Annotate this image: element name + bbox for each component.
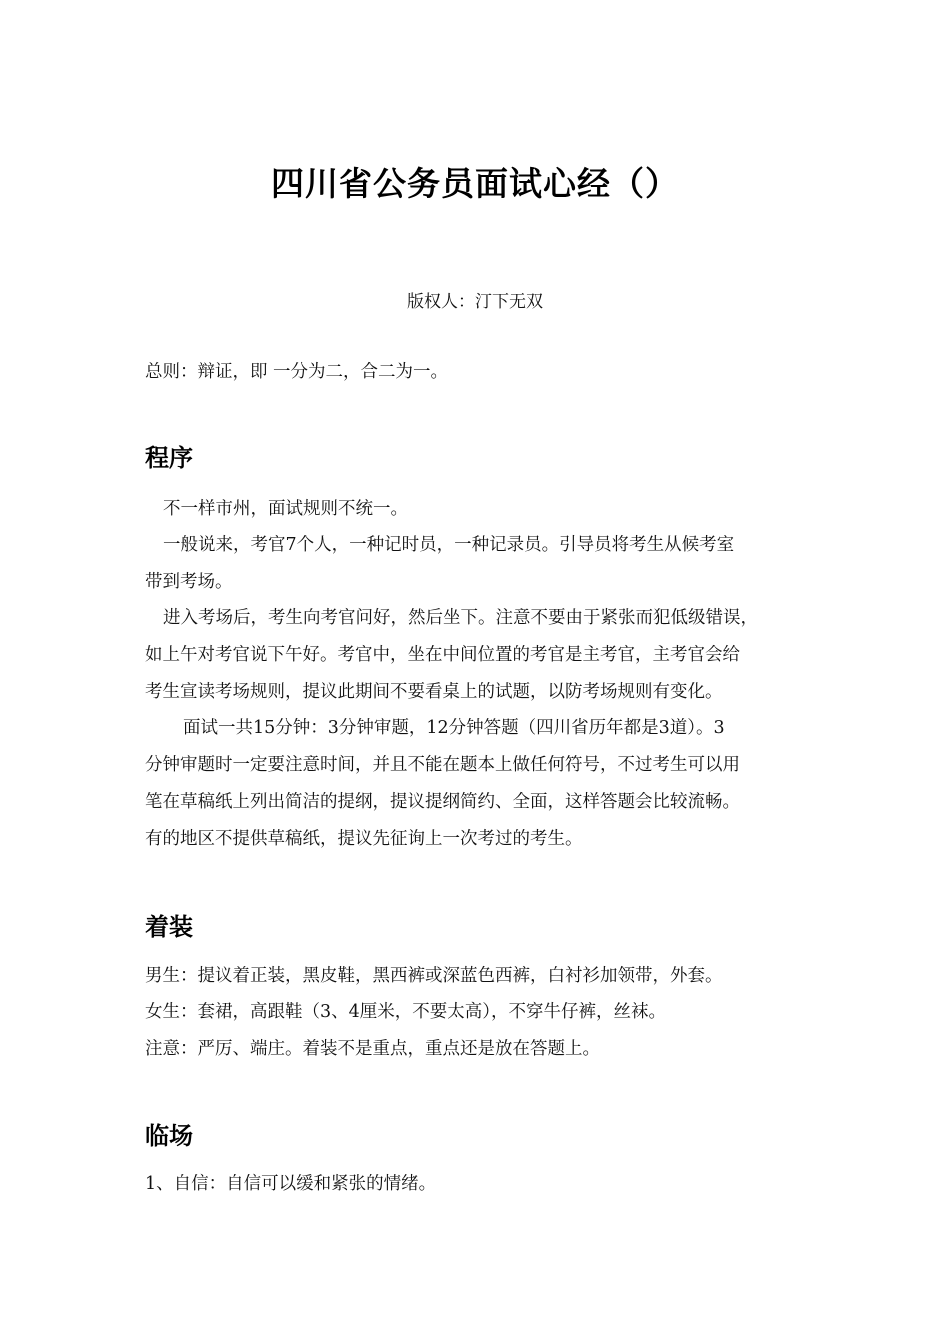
- paragraph-line: 笔在草稿纸上列出简洁的提纲，提议提纲简约、全面，这样答题会比较流畅。: [145, 792, 740, 812]
- author-line: 版权人：汀下无双: [407, 292, 543, 312]
- paragraph-line: 如上午对考官说下午好。考官中，坐在中间位置的考官是主考官，主考官会给: [145, 645, 740, 665]
- principle-line: 总则：辩证，即 一分为二，合二为一。: [145, 362, 449, 382]
- section-heading-procedure: 程序: [145, 444, 193, 472]
- section-heading-attire: 着装: [145, 913, 193, 941]
- paragraph-line: 不一样市州，面试规则不统一。: [163, 499, 408, 519]
- paragraph-line: 考生宣读考场规则，提议此期间不要看桌上的试题，以防考场规则有变化。: [145, 682, 723, 702]
- paragraph-line: 一般说来，考官7个人，一种记时员，一种记录员。引导员将考生从候考室: [163, 535, 735, 555]
- paragraph-line: 注意：严厉、端庄。着装不是重点，重点还是放在答题上。: [145, 1039, 600, 1059]
- paragraph-line: 带到考场。: [145, 572, 233, 592]
- document-title: 四川省公务员面试心经（）: [271, 164, 679, 203]
- paragraph-line: 分钟审题时一定要注意时间，并且不能在题本上做任何符号，不过考生可以用: [145, 755, 740, 775]
- paragraph-line: 1、自信：自信可以缓和紧张的情绪。: [145, 1174, 437, 1194]
- paragraph-line: 男生：提议着正装，黑皮鞋，黑西裤或深蓝色西裤，白衬衫加领带，外套。: [145, 966, 723, 986]
- paragraph-line: 有的地区不提供草稿纸，提议先征询上一次考过的考生。: [145, 829, 583, 849]
- paragraph-line: 面试一共15分钟：3分钟审题，12分钟答题（四川省历年都是3道）。3: [183, 718, 725, 738]
- paragraph-line: 进入考场后，考生向考官问好，然后坐下。注意不要由于紧张而犯低级错误，: [163, 608, 758, 628]
- paragraph-line: 女生：套裙，高跟鞋（3、4厘米，不要太高），不穿牛仔裤，丝袜。: [145, 1002, 667, 1022]
- section-heading-onsite: 临场: [145, 1122, 193, 1150]
